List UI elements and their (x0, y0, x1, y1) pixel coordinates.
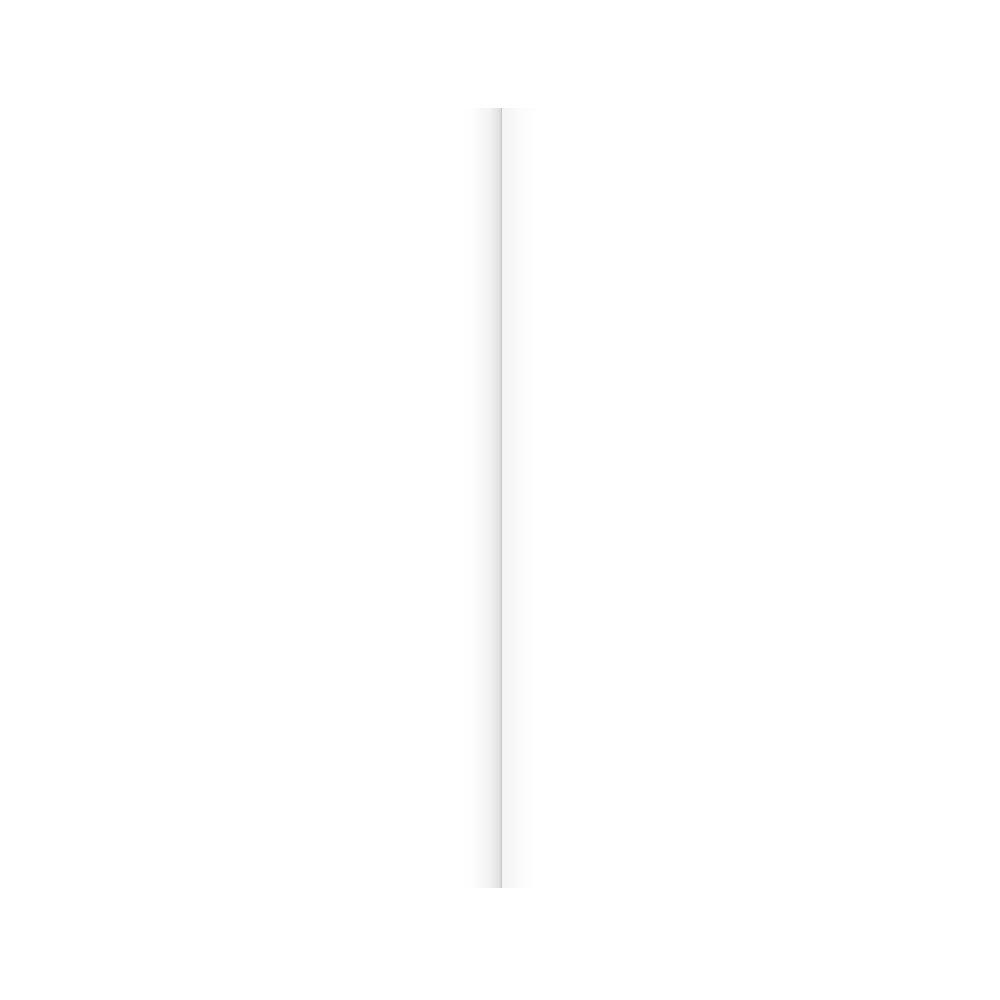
right-page (502, 108, 962, 888)
left-page-blank (458, 108, 502, 888)
